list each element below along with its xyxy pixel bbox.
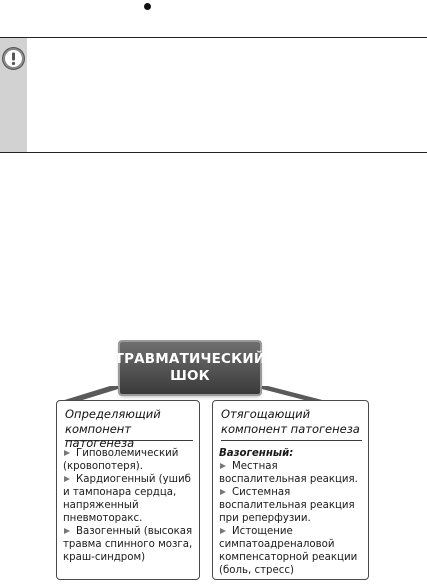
traumatic-shock-diagram — [0, 330, 427, 587]
list-item: Вазогенный (высокая травма спинного мозга, краш-синдром) — [63, 526, 193, 563]
left-panel-heading: Определяющий компонент патогенеза — [65, 401, 193, 441]
title-box — [114, 342, 266, 394]
right-panel-list — [219, 447, 364, 577]
triangle-bullet-icon — [64, 450, 70, 456]
left-panel-list — [63, 447, 195, 564]
triangle-bullet-icon — [220, 463, 226, 469]
right-panel — [212, 400, 369, 580]
left-panel — [56, 400, 200, 580]
note-divider-bottom — [0, 152, 427, 153]
right-panel-heading: Отягощающий компонент патогенеза — [221, 401, 362, 441]
triangle-bullet-icon — [64, 528, 70, 534]
list-item: Истощение симпатоадреналовой компенсаторной реакции (боль, стресс) — [219, 526, 358, 576]
diagram-title: ТРАВМАТИЧЕСКИЙ ШОК — [114, 351, 266, 384]
list-item: Системная воспалительная реакция при реперфузии. — [219, 487, 355, 524]
list-item: Местная воспалительная реакция. — [219, 461, 358, 485]
triangle-bullet-icon — [64, 476, 70, 482]
note-divider-top — [0, 37, 427, 38]
exclamation-icon — [1, 46, 26, 71]
triangle-bullet-icon — [220, 489, 226, 495]
triangle-bullet-icon — [220, 528, 226, 534]
note-block — [0, 37, 427, 153]
list-item: Гиповолемический (кровопотеря). — [63, 448, 179, 472]
note-sidebar — [0, 38, 27, 152]
bullet-dot — [144, 3, 151, 10]
list-item: Кардиогенный (ушиб и тампонара сердца, напряженный пневмоторакс. — [63, 474, 191, 524]
right-panel-subheading: Вазогенный: — [219, 448, 294, 459]
